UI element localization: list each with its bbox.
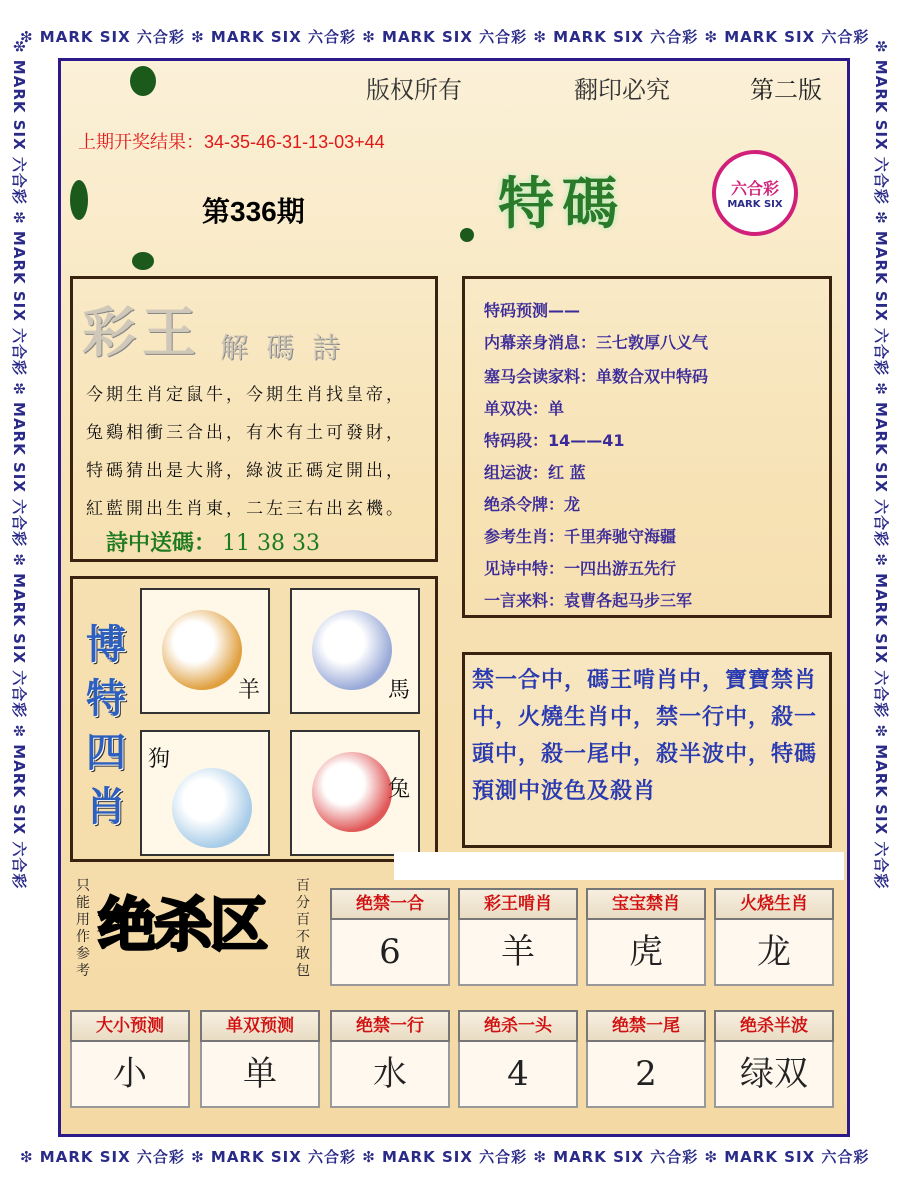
zodiac-card-horse [290,588,420,714]
kill-cell-value: 单 [200,1042,320,1108]
poem-line: 兔鷄相衝三合出，有木有土可發財， [86,423,406,443]
kill-cell-value: 龙 [714,920,834,986]
no-reprint-text: 翻印必究 [574,76,670,104]
prediction-line: 特码段：14——41 [484,431,625,450]
horse-icon [312,610,392,690]
four-zodiac-title-char: 特 [86,675,126,722]
zodiac-card-rabbit [290,730,420,856]
last-draw-result: 上期开奖结果：34-35-46-31-13-03+44 [78,132,385,152]
zodiac-label: 馬 [387,678,410,703]
goat-icon [162,610,242,690]
kill-cell [714,1010,834,1108]
kill-cell [458,1010,578,1108]
kill-cell [70,1010,190,1108]
poem-line: 特碼猜出是大將，綠波正碼定開出， [86,461,406,481]
frame-top-text: ❇ MARK SIX 六合彩 ❇ MARK SIX 六合彩 ❇ MARK SIX 六合彩 ❇ MARK SIX 六合彩 ❇ MARK SIX 六合彩 [20,28,870,46]
frame-left-text: ❇ MARK SIX 六合彩 ❇ MARK SIX 六合彩 ❇ MARK SIX 六合彩 ❇ MARK SIX 六合彩 ❇ MARK SIX 六合彩 [10,40,28,890]
poem-line: 紅藍開出生肖東，二左三右出玄機。 [86,499,406,519]
frame-bottom-text: ❇ MARK SIX 六合彩 ❇ MARK SIX 六合彩 ❇ MARK SIX 六合彩 ❇ MARK SIX 六合彩 ❇ MARK SIX 六合彩 [20,1148,870,1166]
four-zodiac-title-char: 肖 [86,783,126,830]
four-zodiac-title [82,618,130,834]
issue-number: 第336期 [202,196,305,227]
kill-cell [330,1010,450,1108]
kill-cell-value: 水 [330,1042,450,1108]
ban-description: 禁一合中，碼王啃肖中，寶寶禁肖中，火燒生肖中，禁一行中，殺一頭中，殺一尾中，殺半波中，特碼預測中波色及殺肖 [472,667,818,804]
poem-subtitle: 解碼詩 [220,331,359,364]
kill-cell-value: 虎 [586,920,706,986]
zodiac-card-dog [140,730,270,856]
dog-icon [172,768,252,848]
kill-cell-head: 大小预测 [70,1010,190,1042]
kill-cell-value: 绿双 [714,1042,834,1108]
kill-cell-head: 绝禁一合 [330,888,450,920]
kill-cell-value: 羊 [458,920,578,986]
special-number-title: 特碼 [498,171,626,237]
prediction-line: 见诗中特：一四出游五先行 [484,559,677,578]
prediction-line: 一言来料：袁曹各起马步三军 [484,591,693,610]
kill-zone-title: 绝杀区 [98,891,267,959]
prediction-line: 参考生肖：千里奔驰守海疆 [484,527,677,546]
version-label: 第二版 [750,76,822,104]
kill-cell [586,888,706,986]
zodiac-label: 羊 [237,678,260,703]
kill-cell-head: 绝禁一尾 [586,1010,706,1042]
kill-cell-value: 4 [458,1042,578,1108]
kill-cell-head: 绝杀半波 [714,1010,834,1042]
prediction-line: 单双决：单 [484,399,565,418]
kill-cell-head: 宝宝禁肖 [586,888,706,920]
kill-cell-head: 火烧生肖 [714,888,834,920]
kill-cell [330,888,450,986]
kill-cell [714,888,834,986]
four-zodiac-title-char: 博 [86,621,126,668]
decorative-blob [70,180,88,220]
kill-cell-head: 彩王啃肖 [458,888,578,920]
poem-line: 今期生肖定鼠牛，今期生肖找皇帝， [86,385,406,405]
white-strip [394,852,844,880]
poem-send-numbers: 11 38 33 [222,531,320,556]
decorative-blob [460,228,474,242]
kill-cell [458,888,578,986]
prediction-line: 特码预测—— [484,301,581,320]
mark-six-logo [712,150,798,236]
disclaimer-note: 百分百不敢包 [296,878,310,979]
zodiac-label: 兔 [387,777,410,802]
prediction-line: 塞马会读家料：单数合双中特码 [484,367,709,386]
four-zodiac-title-char: 四 [86,729,126,776]
kill-cell-value: 6 [330,920,450,986]
kill-cell [200,1010,320,1108]
decorative-blob [132,252,154,270]
prediction-line: 组运波：红 蓝 [484,463,586,482]
zodiac-label: 狗 [148,747,171,772]
zodiac-card-goat [140,588,270,714]
kill-cell-head: 绝杀一头 [458,1010,578,1042]
kill-cell-value: 小 [70,1042,190,1108]
prediction-line: 绝杀令牌：龙 [484,495,581,514]
logo-en-text: MARK SIX [727,199,783,210]
poem-title: 彩王 [82,300,202,364]
kill-cell-head: 单双预测 [200,1010,320,1042]
kill-cell [586,1010,706,1108]
reference-note: 只能用作参考 [76,878,90,979]
prediction-line: 内幕亲身消息：三七敦厚八义气 [484,333,709,352]
copyright-text: 版权所有 [366,76,462,104]
poem-send-label: 詩中送碼： [106,530,217,556]
decorative-blob [130,66,156,96]
poem-send-numbers-row [106,526,320,557]
rabbit-icon [312,752,392,832]
kill-cell-value: 2 [586,1042,706,1108]
kill-cell-head: 绝禁一行 [330,1010,450,1042]
frame-right-text: ❇ MARK SIX 六合彩 ❇ MARK SIX 六合彩 ❇ MARK SIX 六合彩 ❇ MARK SIX 六合彩 ❇ MARK SIX 六合彩 [872,40,890,890]
logo-cn-text: 六合彩 [730,179,779,198]
